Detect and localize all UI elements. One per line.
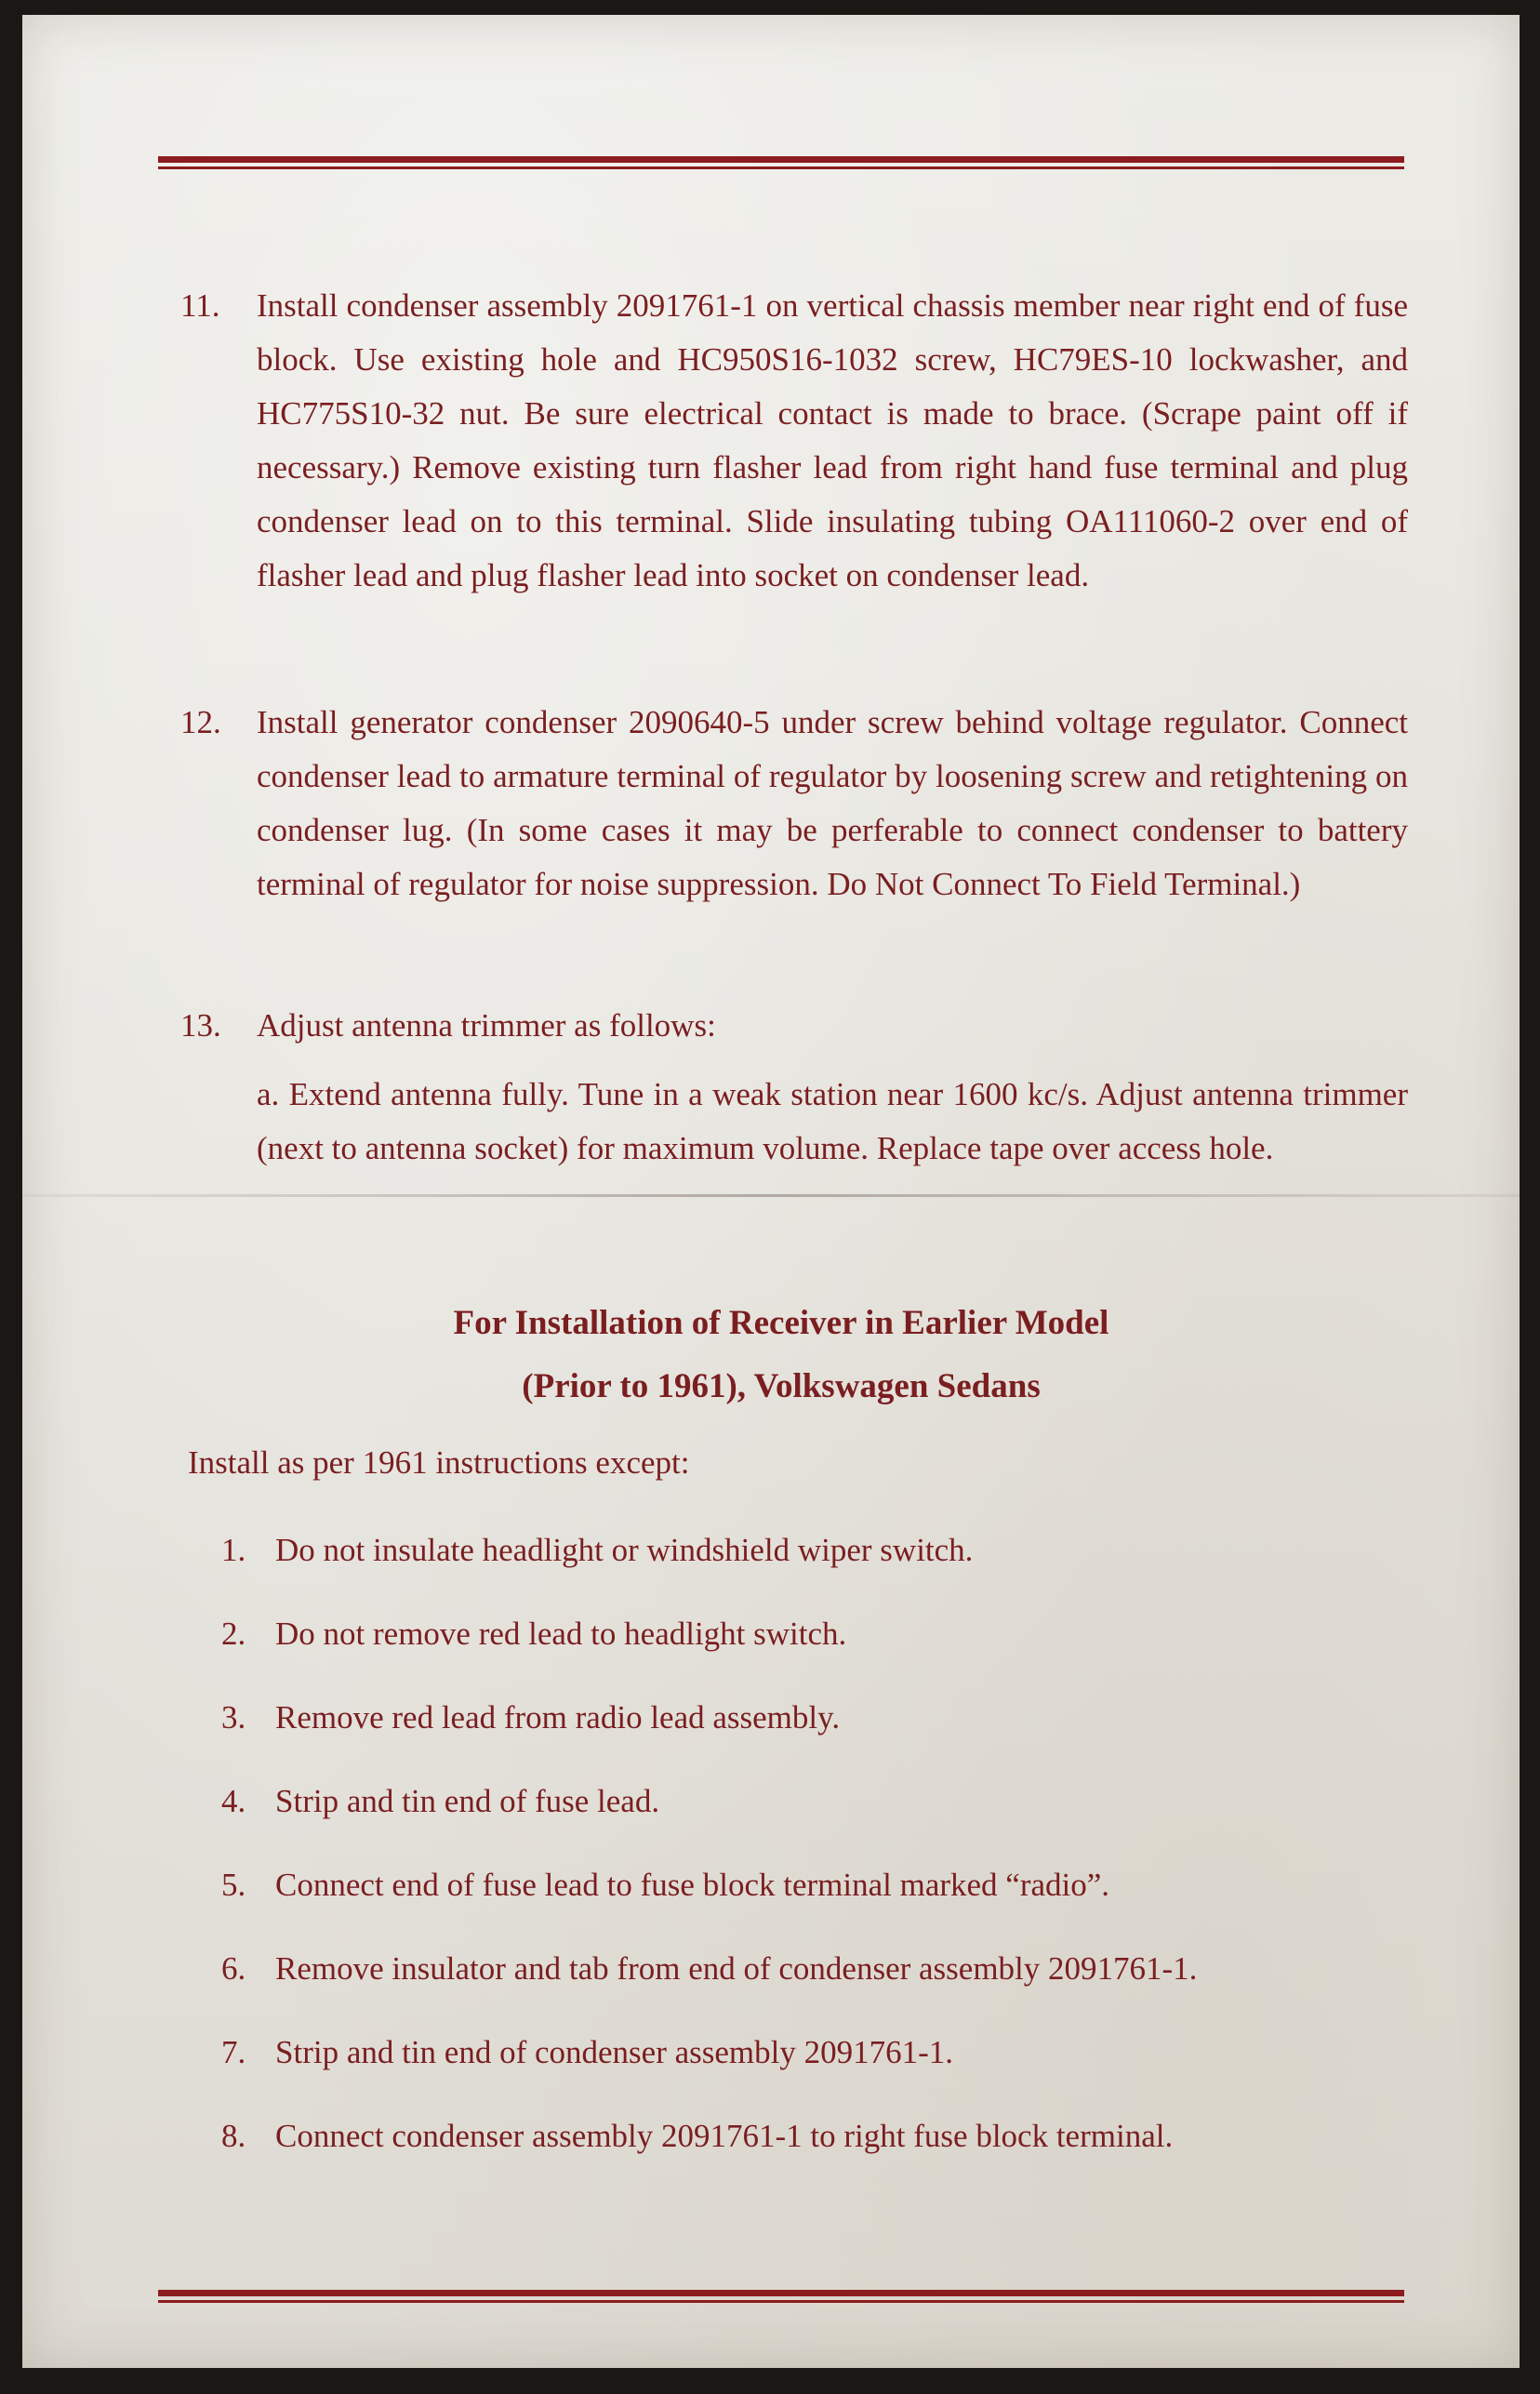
list-item-text: Connect end of fuse lead to fuse block terminal marked “radio”. xyxy=(275,1867,1110,1903)
list-item-number: 4. xyxy=(221,1783,246,1819)
section-heading-line-2: (Prior to 1961), Volkswagen Sedans xyxy=(522,1367,1041,1405)
list-item-number: 2. xyxy=(221,1616,246,1652)
list-item-number: 6. xyxy=(221,1950,246,1987)
step-text: Adjust antenna trimmer as follows: xyxy=(257,1007,716,1044)
top-rule-thin-line xyxy=(158,166,1404,169)
list-item-number: 1. xyxy=(221,1532,246,1568)
top-rule-thick-line xyxy=(158,156,1404,163)
section-intro: Install as per 1961 instructions except: xyxy=(188,1444,690,1481)
list-item-number: 7. xyxy=(221,2034,246,2070)
list-item xyxy=(221,1775,659,1829)
list-item xyxy=(221,2109,1173,2163)
section-heading-line-1: For Installation of Receiver in Earlier Model xyxy=(453,1304,1109,1342)
list-item xyxy=(221,1942,1197,1996)
list-item-text: Remove insulator and tab from end of condenser assembly 2091761-1. xyxy=(275,1950,1198,1987)
list-item-text: Do not insulate headlight or windshield wiper switch. xyxy=(275,1532,974,1568)
list-item-text: Connect condenser assembly 2091761-1 to right fuse block terminal. xyxy=(275,2118,1174,2154)
substep-a: a. Extend antenna fully. Tune in a weak station near 1600 kc/s. Adjust antenna trimmer (next to antenna socket) for maximum volume. Replace tape over access hole. xyxy=(257,1076,1408,1166)
list-item xyxy=(221,1607,846,1661)
page-fold-crease xyxy=(22,1194,1520,1197)
step-text: Install generator condenser 2090640-5 under screw behind voltage regulator. Connect condenser lead to armature terminal of regulator by loosening screw and retightening on condenser lug. (In some cases it may be perferable to connect condenser to battery terminal of regulator for noise suppression. Do Not Connect To Field Terminal.) xyxy=(257,704,1408,902)
document-page xyxy=(22,15,1520,2368)
list-item-number: 3. xyxy=(221,1699,246,1736)
bottom-rule-thin-line xyxy=(158,2300,1404,2303)
list-item-text: Remove red lead from radio lead assembly. xyxy=(275,1699,841,1736)
list-item-text: Strip and tin end of condenser assembly 2091761-1. xyxy=(275,2034,954,2070)
step-number: 11. xyxy=(180,287,220,324)
list-item xyxy=(221,1523,973,1577)
step-text: Install condenser assembly 2091761-1 on vertical chassis member near right end of fuse block. Use existing hole and HC950S16-1032 screw, HC79ES-10 lockwasher, and HC775S10-32 nut. Be sure electrical contact is made to brace. (Scrape paint off if necessary.) Remove existing turn flasher lead from right hand fuse terminal and plug condenser lead on to this terminal. Slide insulating tubing OA111060-2 over end of flasher lead and plug flasher lead into socket on condenser lead. xyxy=(257,287,1408,593)
step-number: 13. xyxy=(180,1007,221,1044)
step-number: 12. xyxy=(180,704,221,740)
top-double-rule xyxy=(158,156,1404,173)
list-item-number: 8. xyxy=(221,2118,246,2154)
bottom-double-rule xyxy=(158,2290,1404,2307)
list-item xyxy=(221,1858,1109,1912)
list-item-number: 5. xyxy=(221,1867,246,1903)
list-item-text: Do not remove red lead to headlight switch. xyxy=(275,1616,847,1652)
bottom-rule-thick-line xyxy=(158,2290,1404,2296)
list-item xyxy=(221,1691,840,1745)
list-item-text: Strip and tin end of fuse lead. xyxy=(275,1783,660,1819)
list-item xyxy=(221,2026,953,2080)
